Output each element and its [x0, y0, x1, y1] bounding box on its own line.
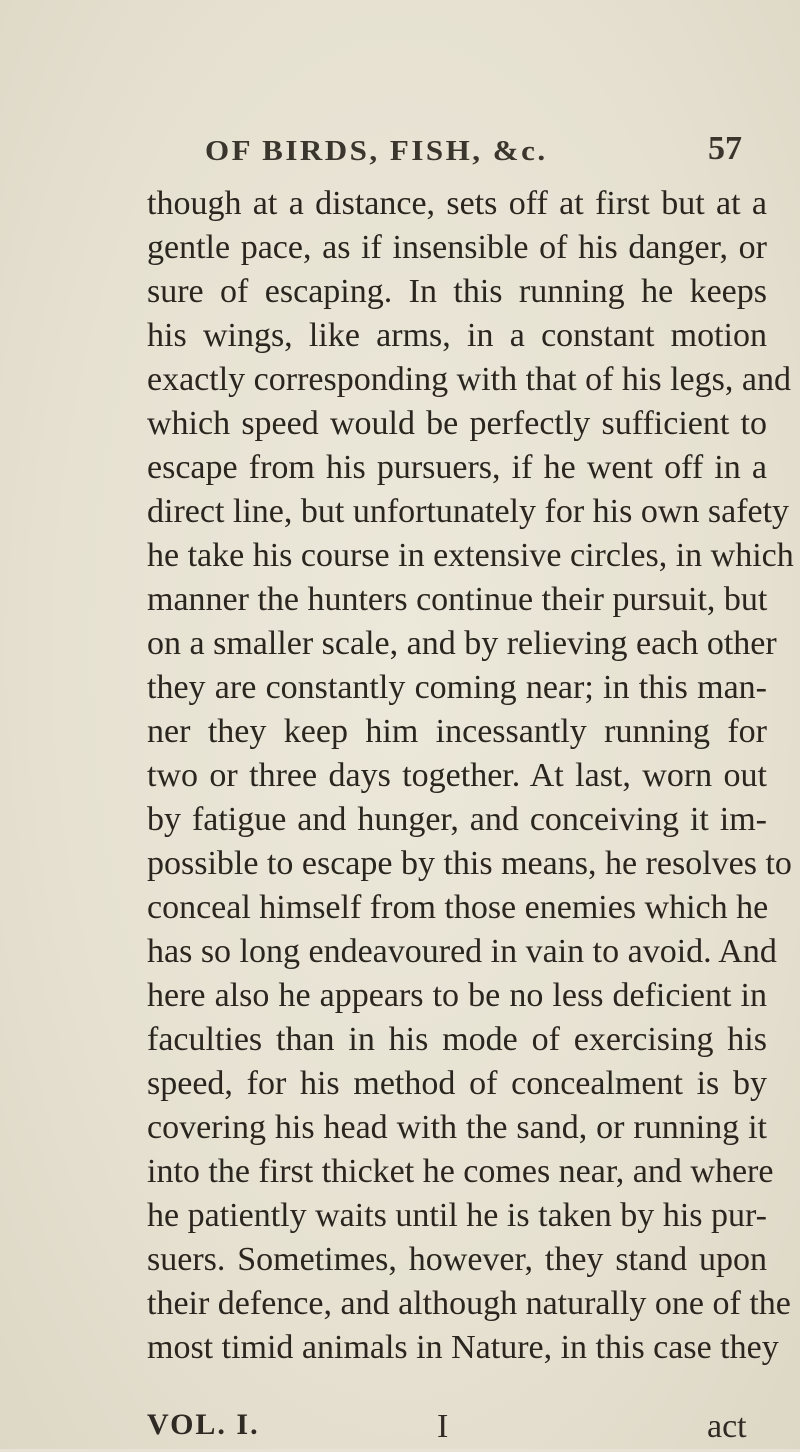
- text-line: he take his course in extensive circles, in which: [147, 537, 794, 574]
- text-line: covering his head with the sand, or running it: [147, 1109, 767, 1146]
- text-line: into the first thicket he comes near, and where: [147, 1153, 774, 1190]
- text-line: has so long endeavoured in vain to avoid. And: [147, 933, 777, 970]
- text-line: his wings, like arms, in a constant motion: [147, 317, 767, 354]
- running-head: OF BIRDS, FISH, &c.: [205, 134, 548, 167]
- volume-mark: VOL. I.: [147, 1408, 260, 1441]
- text-line: exactly corresponding with that of his legs, and: [147, 361, 791, 398]
- text-line: manner the hunters continue their pursuit, but: [147, 581, 768, 618]
- page-header: [0, 130, 800, 174]
- signature-mark: I: [437, 1408, 449, 1445]
- text-line: though at a distance, sets off at first but at a: [147, 185, 767, 222]
- text-line: two or three days together. At last, worn out: [147, 757, 767, 794]
- text-line: direct line, but unfortunately for his own safety: [147, 493, 790, 530]
- text-line: their defence, and although naturally one of the: [147, 1285, 791, 1322]
- text-line: on a smaller scale, and by relieving each other: [147, 625, 777, 662]
- text-line: escape from his pursuers, if he went off in a: [147, 449, 767, 486]
- text-line: sure of escaping. In this running he keeps: [147, 273, 767, 310]
- text-line: by fatigue and hunger, and conceiving it im-: [147, 801, 767, 838]
- text-line: speed, for his method of concealment is by: [147, 1065, 767, 1102]
- page-footer: [0, 1408, 800, 1452]
- text-line: ner they keep him incessantly running for: [147, 713, 767, 750]
- text-line: conceal himself from those enemies which he: [147, 889, 769, 926]
- catchword: act: [707, 1408, 747, 1445]
- text-line: which speed would be perfectly sufficient to: [147, 405, 767, 442]
- text-line: gentle pace, as if insensible of his danger, or: [147, 229, 767, 266]
- text-line: faculties than in his mode of exercising his: [147, 1021, 767, 1058]
- text-line: here also he appears to be no less deficient in: [147, 977, 767, 1014]
- page-number: 57: [708, 130, 742, 167]
- text-line: most timid animals in Nature, in this case they: [147, 1329, 779, 1366]
- text-line: possible to escape by this means, he resolves to: [147, 845, 792, 882]
- text-line: suers. Sometimes, however, they stand upon: [147, 1241, 767, 1278]
- text-line: he patiently waits until he is taken by his pur-: [147, 1197, 767, 1234]
- text-line: they are constantly coming near; in this man-: [147, 669, 767, 706]
